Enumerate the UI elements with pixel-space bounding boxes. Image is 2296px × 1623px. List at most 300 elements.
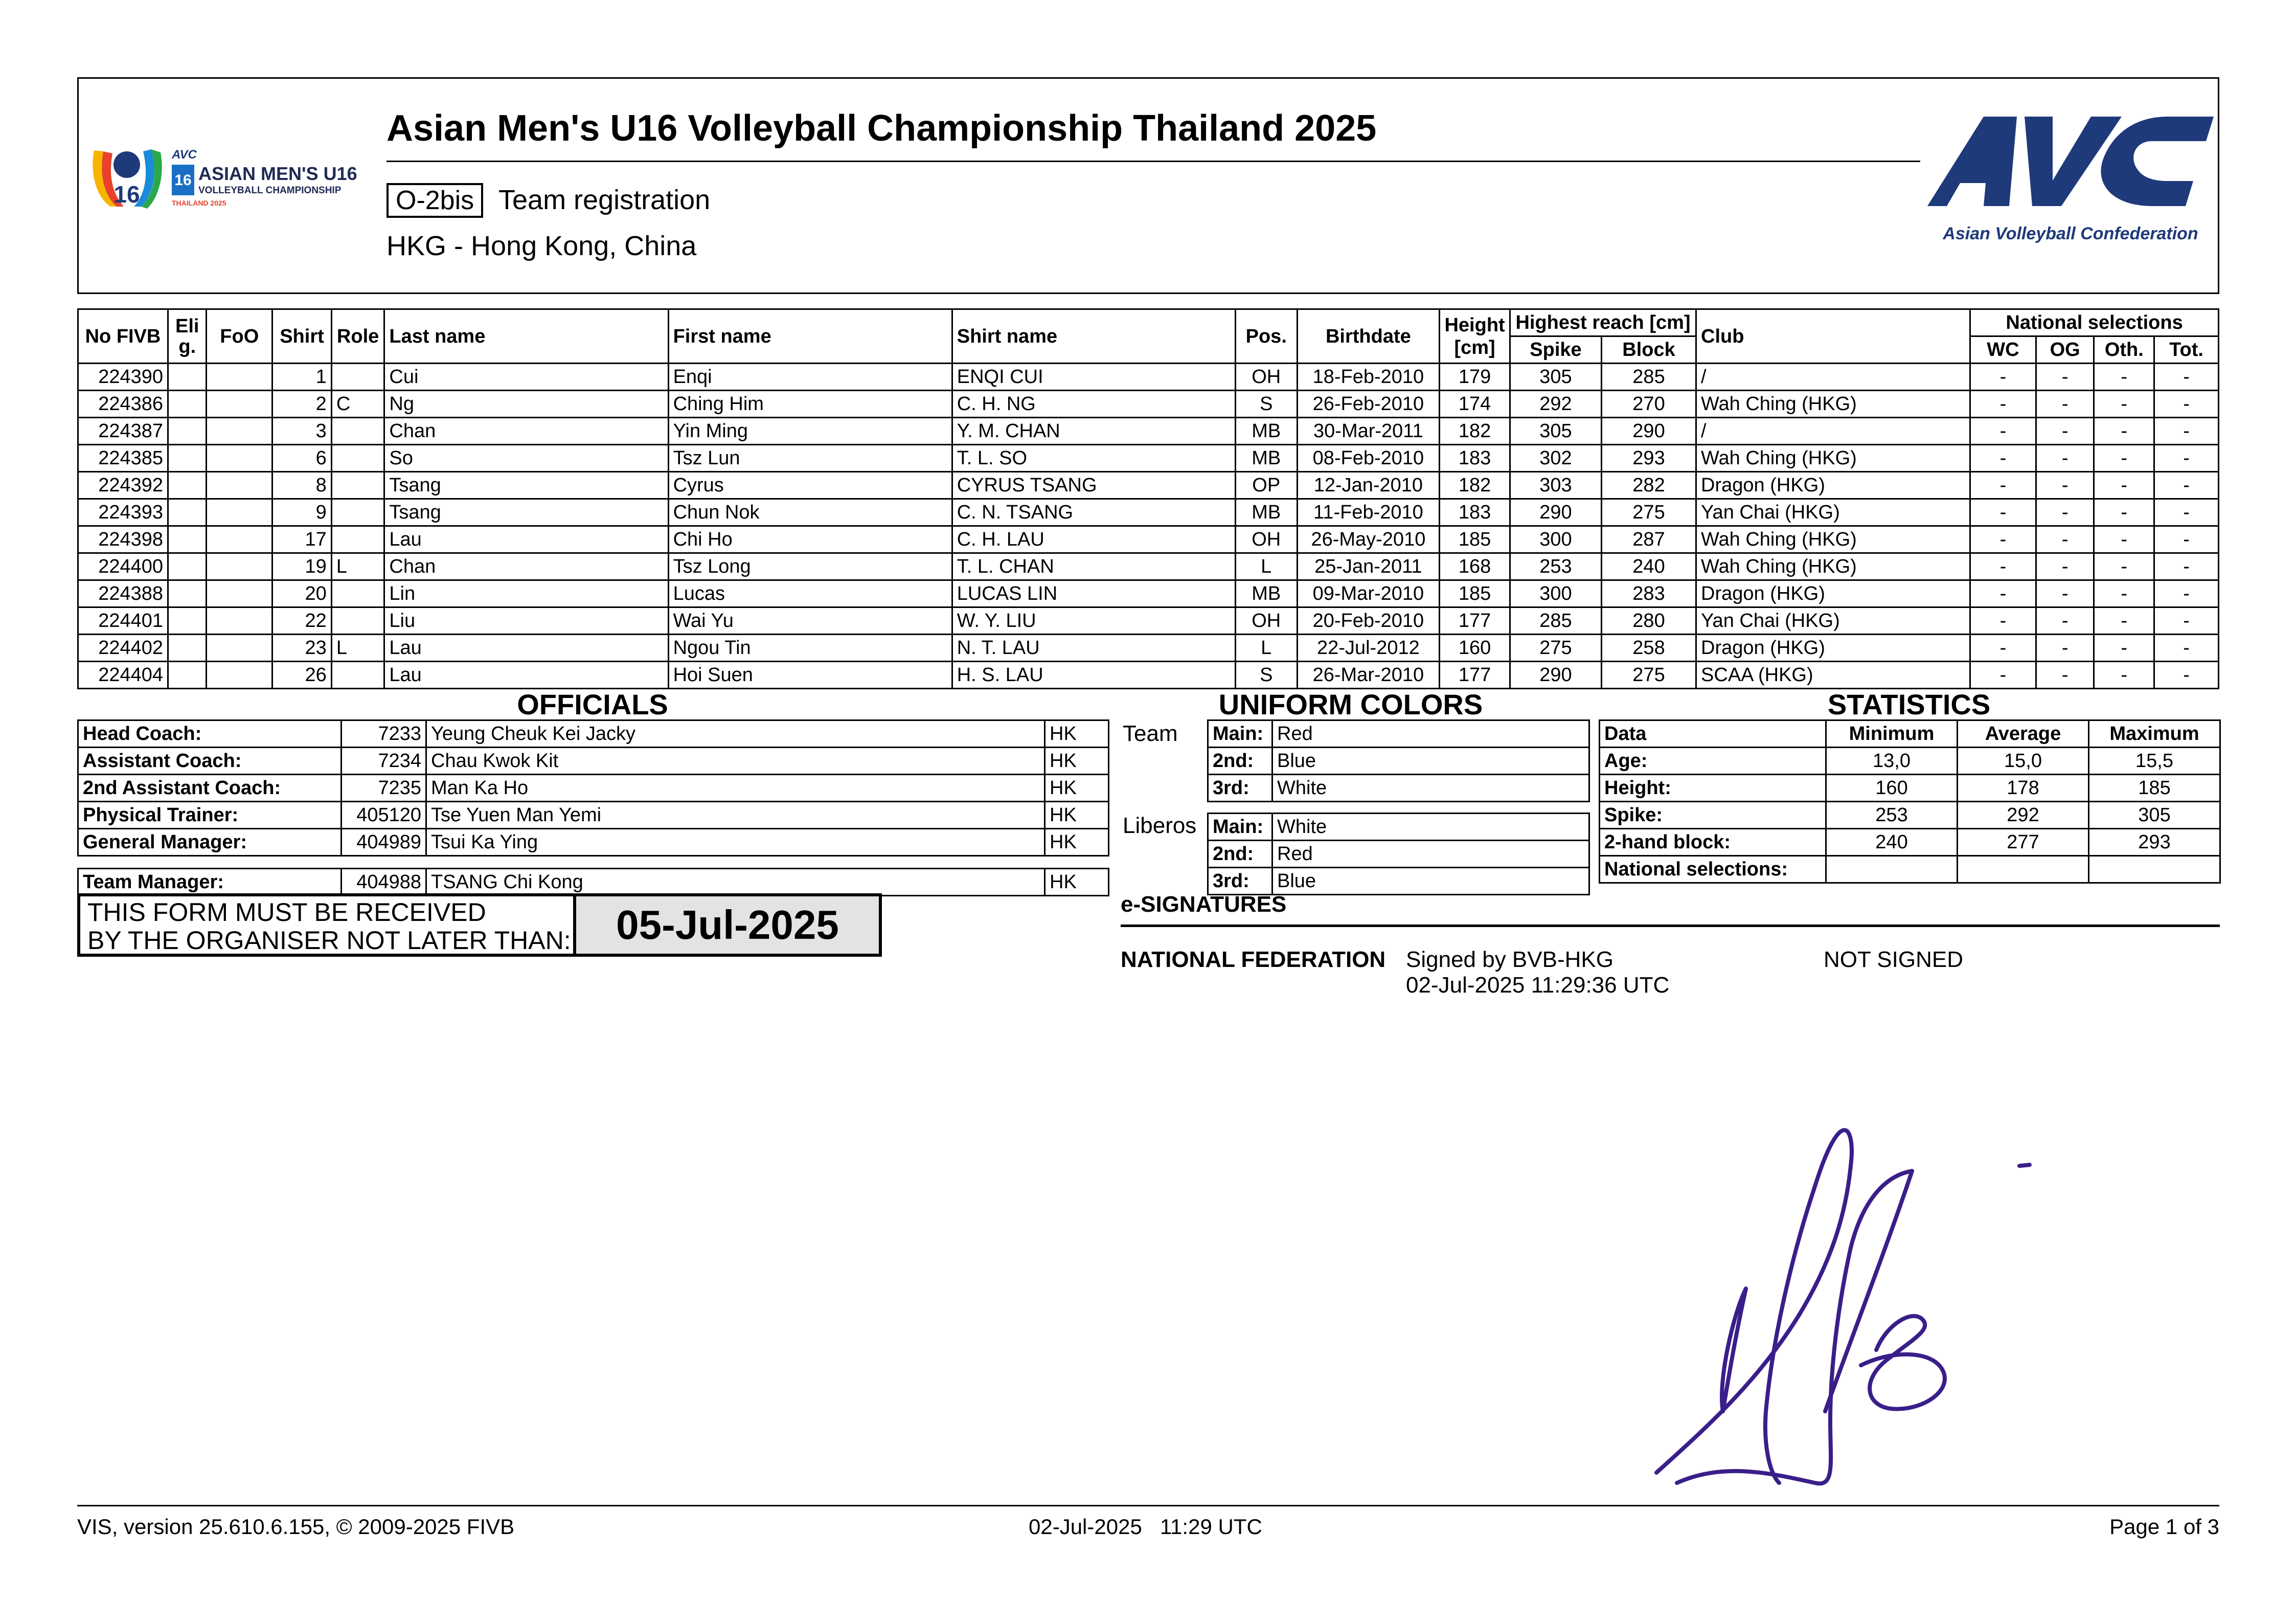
player-wc: - bbox=[1970, 364, 2036, 391]
signature-status: NOT SIGNED bbox=[1824, 947, 1964, 972]
table-row bbox=[1208, 814, 1589, 841]
player-oth: - bbox=[2094, 499, 2154, 526]
stats-col-minimum: Minimum bbox=[1826, 720, 1958, 748]
player-wc: - bbox=[1970, 418, 2036, 445]
player-foo bbox=[207, 472, 272, 499]
svg-text:AVC: AVC bbox=[172, 148, 197, 162]
col-no-fivb: No FIVB bbox=[78, 309, 168, 364]
player-foo bbox=[207, 635, 272, 662]
player-oth: - bbox=[2094, 662, 2154, 689]
table-row bbox=[78, 418, 2219, 445]
stats-label: 2-hand block: bbox=[1600, 829, 1826, 856]
player-no-fivb: 224398 bbox=[78, 526, 168, 553]
uniform-liberos-label: Liberos bbox=[1123, 813, 1197, 838]
player-og: - bbox=[2036, 364, 2094, 391]
document-type: Team registration bbox=[498, 185, 711, 215]
player-og: - bbox=[2036, 499, 2094, 526]
table-row bbox=[78, 391, 2219, 418]
official-name: Yeung Cheuk Kei Jacky bbox=[426, 720, 1045, 748]
page-title: Asian Men's U16 Volleyball Championship Thailand 2025 bbox=[387, 108, 1377, 149]
player-first-name: Wai Yu bbox=[668, 607, 952, 635]
player-position: OH bbox=[1235, 526, 1297, 553]
player-wc: - bbox=[1970, 526, 2036, 553]
avc-logo-icon bbox=[1927, 111, 2214, 250]
player-block: 287 bbox=[1601, 526, 1696, 553]
event-logo bbox=[90, 140, 381, 217]
player-height: 160 bbox=[1440, 635, 1510, 662]
player-position: MB bbox=[1235, 580, 1297, 607]
statistics-title: STATISTICS bbox=[1827, 688, 1991, 720]
player-block: 270 bbox=[1601, 391, 1696, 418]
player-position: OP bbox=[1235, 472, 1297, 499]
player-birthdate: 18-Feb-2010 bbox=[1297, 364, 1440, 391]
official-role: Physical Trainer: bbox=[78, 802, 342, 829]
player-role bbox=[331, 662, 384, 689]
official-id: 7234 bbox=[342, 748, 426, 775]
player-shirt-name: W. Y. LIU bbox=[952, 607, 1235, 635]
col-elig: Eli g. bbox=[168, 309, 207, 364]
player-foo bbox=[207, 445, 272, 472]
player-role bbox=[331, 499, 384, 526]
col-highest-reach: Highest reach [cm] bbox=[1510, 309, 1696, 336]
player-block: 282 bbox=[1601, 472, 1696, 499]
player-last-name: Chan bbox=[384, 553, 668, 580]
player-elig bbox=[168, 418, 207, 445]
player-club: Wah Ching (HKG) bbox=[1696, 445, 1970, 472]
stats-average: 15,0 bbox=[1958, 748, 2089, 775]
officials-table bbox=[77, 719, 1109, 856]
table-row bbox=[78, 748, 1109, 775]
signature-icon bbox=[1646, 1094, 2055, 1503]
player-foo bbox=[207, 526, 272, 553]
player-shirt: 23 bbox=[272, 635, 332, 662]
player-height: 185 bbox=[1440, 580, 1510, 607]
uniform-color: Blue bbox=[1272, 748, 1589, 775]
official-role: 2nd Assistant Coach: bbox=[78, 775, 342, 802]
stats-minimum: 240 bbox=[1826, 829, 1958, 856]
stats-label: Age: bbox=[1600, 748, 1826, 775]
uniform-slot: 2nd: bbox=[1208, 841, 1272, 868]
player-tot: - bbox=[2154, 499, 2219, 526]
signed-by: Signed by BVB-HKG bbox=[1406, 947, 1613, 972]
player-birthdate: 26-May-2010 bbox=[1297, 526, 1440, 553]
player-spike: 275 bbox=[1510, 635, 1601, 662]
col-shirt-name: Shirt name bbox=[952, 309, 1235, 364]
player-height: 182 bbox=[1440, 472, 1510, 499]
player-first-name: Chun Nok bbox=[668, 499, 952, 526]
official-country: HK bbox=[1045, 775, 1109, 802]
stats-average: 277 bbox=[1958, 829, 2089, 856]
player-block: 290 bbox=[1601, 418, 1696, 445]
player-last-name: Lau bbox=[384, 526, 668, 553]
player-block: 275 bbox=[1601, 499, 1696, 526]
player-foo bbox=[207, 418, 272, 445]
col-role: Role bbox=[331, 309, 384, 364]
official-country: HK bbox=[1045, 802, 1109, 829]
player-shirt: 9 bbox=[272, 499, 332, 526]
col-shirt: Shirt bbox=[272, 309, 332, 364]
player-first-name: Enqi bbox=[668, 364, 952, 391]
player-birthdate: 26-Feb-2010 bbox=[1297, 391, 1440, 418]
table-row bbox=[1208, 720, 1589, 748]
player-og: - bbox=[2036, 418, 2094, 445]
stats-label: Spike: bbox=[1600, 802, 1826, 829]
player-birthdate: 30-Mar-2011 bbox=[1297, 418, 1440, 445]
player-elig bbox=[168, 526, 207, 553]
signature-strokes bbox=[1656, 1130, 2030, 1483]
stats-col-data: Data bbox=[1600, 720, 1826, 748]
player-height: 174 bbox=[1440, 391, 1510, 418]
player-birthdate: 11-Feb-2010 bbox=[1297, 499, 1440, 526]
player-tot: - bbox=[2154, 418, 2219, 445]
team-manager-name: TSANG Chi Kong bbox=[426, 869, 1045, 896]
player-shirt-name: H. S. LAU bbox=[952, 662, 1235, 689]
player-position: L bbox=[1235, 635, 1297, 662]
col-foo: FoO bbox=[207, 309, 272, 364]
player-shirt: 19 bbox=[272, 553, 332, 580]
player-first-name: Lucas bbox=[668, 580, 952, 607]
table-row bbox=[78, 802, 1109, 829]
player-oth: - bbox=[2094, 607, 2154, 635]
col-birthdate: Birthdate bbox=[1297, 309, 1440, 364]
col-wc: WC bbox=[1970, 336, 2036, 364]
svg-text:Asian Volleyball Confederation: Asian Volleyball Confederation bbox=[1943, 224, 2198, 243]
stats-average: 292 bbox=[1958, 802, 2089, 829]
player-last-name: Cui bbox=[384, 364, 668, 391]
player-last-name: Lau bbox=[384, 662, 668, 689]
player-shirt: 26 bbox=[272, 662, 332, 689]
official-id: 7235 bbox=[342, 775, 426, 802]
player-oth: - bbox=[2094, 445, 2154, 472]
player-first-name: Yin Ming bbox=[668, 418, 952, 445]
player-og: - bbox=[2036, 635, 2094, 662]
footer-page-number: Page 1 of 3 bbox=[2109, 1515, 2219, 1539]
player-block: 285 bbox=[1601, 364, 1696, 391]
player-tot: - bbox=[2154, 662, 2219, 689]
deadline-label bbox=[80, 896, 573, 954]
official-name: Tse Yuen Man Yemi bbox=[426, 802, 1045, 829]
team-manager-table bbox=[77, 868, 1109, 896]
player-foo bbox=[207, 662, 272, 689]
player-elig bbox=[168, 607, 207, 635]
uniform-slot: 3rd: bbox=[1208, 868, 1272, 895]
player-birthdate: 25-Jan-2011 bbox=[1297, 553, 1440, 580]
player-block: 293 bbox=[1601, 445, 1696, 472]
player-elig bbox=[168, 580, 207, 607]
uniform-slot: Main: bbox=[1208, 720, 1272, 748]
player-og: - bbox=[2036, 391, 2094, 418]
player-elig bbox=[168, 662, 207, 689]
player-position: MB bbox=[1235, 418, 1297, 445]
player-foo bbox=[207, 580, 272, 607]
col-og: OG bbox=[2036, 336, 2094, 364]
player-no-fivb: 224390 bbox=[78, 364, 168, 391]
table-row bbox=[1600, 829, 2220, 856]
team-manager-role: Team Manager: bbox=[78, 869, 342, 896]
player-wc: - bbox=[1970, 635, 2036, 662]
svg-text:16: 16 bbox=[113, 181, 140, 208]
stats-minimum: 160 bbox=[1826, 775, 1958, 802]
player-birthdate: 12-Jan-2010 bbox=[1297, 472, 1440, 499]
table-row bbox=[78, 662, 2219, 689]
col-national-selections: National selections bbox=[1970, 309, 2219, 336]
player-position: MB bbox=[1235, 499, 1297, 526]
player-spike: 305 bbox=[1510, 364, 1601, 391]
player-oth: - bbox=[2094, 391, 2154, 418]
uniform-team-label: Team bbox=[1123, 721, 1178, 746]
col-tot: Tot. bbox=[2154, 336, 2219, 364]
player-spike: 302 bbox=[1510, 445, 1601, 472]
table-row bbox=[78, 553, 2219, 580]
player-last-name: Tsang bbox=[384, 472, 668, 499]
player-no-fivb: 224400 bbox=[78, 553, 168, 580]
table-row bbox=[78, 635, 2219, 662]
player-birthdate: 09-Mar-2010 bbox=[1297, 580, 1440, 607]
player-elig bbox=[168, 499, 207, 526]
stats-minimum bbox=[1826, 856, 1958, 883]
svg-text:ASIAN MEN'S U16: ASIAN MEN'S U16 bbox=[198, 163, 357, 184]
table-row bbox=[78, 364, 2219, 391]
team-manager-country: HK bbox=[1045, 869, 1109, 896]
deadline-box bbox=[77, 893, 882, 957]
player-foo bbox=[207, 499, 272, 526]
player-first-name: Tsz Long bbox=[668, 553, 952, 580]
player-role bbox=[331, 526, 384, 553]
player-og: - bbox=[2036, 445, 2094, 472]
player-oth: - bbox=[2094, 635, 2154, 662]
uniform-liberos-table bbox=[1207, 813, 1590, 895]
e-signatures-divider bbox=[1121, 925, 2220, 927]
footer-version: VIS, version 25.610.6.155, © 2009-2025 FIVB bbox=[77, 1515, 515, 1539]
player-foo bbox=[207, 364, 272, 391]
player-wc: - bbox=[1970, 391, 2036, 418]
player-role bbox=[331, 580, 384, 607]
event-logo-badge-icon bbox=[90, 140, 381, 217]
player-wc: - bbox=[1970, 607, 2036, 635]
footer-divider bbox=[77, 1505, 2219, 1506]
player-height: 177 bbox=[1440, 662, 1510, 689]
player-club: Wah Ching (HKG) bbox=[1696, 526, 1970, 553]
national-federation-label: NATIONAL FEDERATION bbox=[1121, 947, 1386, 972]
player-tot: - bbox=[2154, 526, 2219, 553]
player-oth: - bbox=[2094, 418, 2154, 445]
stats-maximum: 15,5 bbox=[2089, 748, 2220, 775]
player-og: - bbox=[2036, 662, 2094, 689]
col-first-name: First name bbox=[668, 309, 952, 364]
player-shirt-name: CYRUS TSANG bbox=[952, 472, 1235, 499]
stats-average: 178 bbox=[1958, 775, 2089, 802]
player-block: 275 bbox=[1601, 662, 1696, 689]
player-height: 185 bbox=[1440, 526, 1510, 553]
player-oth: - bbox=[2094, 472, 2154, 499]
player-spike: 303 bbox=[1510, 472, 1601, 499]
player-club: Wah Ching (HKG) bbox=[1696, 391, 1970, 418]
player-no-fivb: 224401 bbox=[78, 607, 168, 635]
player-role bbox=[331, 472, 384, 499]
player-first-name: Ngou Tin bbox=[668, 635, 952, 662]
player-tot: - bbox=[2154, 364, 2219, 391]
e-signatures-title: e-SIGNATURES bbox=[1121, 892, 1287, 917]
player-spike: 300 bbox=[1510, 526, 1601, 553]
player-spike: 300 bbox=[1510, 580, 1601, 607]
player-shirt-name: C. H. LAU bbox=[952, 526, 1235, 553]
uniform-team-table bbox=[1207, 719, 1590, 802]
player-og: - bbox=[2036, 553, 2094, 580]
title-divider bbox=[387, 161, 1920, 162]
table-row bbox=[1208, 775, 1589, 802]
player-og: - bbox=[2036, 526, 2094, 553]
deadline-label-line1: THIS FORM MUST BE RECEIVED bbox=[87, 898, 486, 927]
player-wc: - bbox=[1970, 472, 2036, 499]
player-club: Wah Ching (HKG) bbox=[1696, 553, 1970, 580]
player-position: OH bbox=[1235, 364, 1297, 391]
player-shirt: 17 bbox=[272, 526, 332, 553]
player-last-name: Chan bbox=[384, 418, 668, 445]
player-club: SCAA (HKG) bbox=[1696, 662, 1970, 689]
stats-minimum: 253 bbox=[1826, 802, 1958, 829]
player-height: 177 bbox=[1440, 607, 1510, 635]
player-position: S bbox=[1235, 391, 1297, 418]
table-row bbox=[1600, 748, 2220, 775]
player-last-name: Lau bbox=[384, 635, 668, 662]
player-block: 258 bbox=[1601, 635, 1696, 662]
stats-maximum: 293 bbox=[2089, 829, 2220, 856]
col-oth: Oth. bbox=[2094, 336, 2154, 364]
player-foo bbox=[207, 391, 272, 418]
player-no-fivb: 224404 bbox=[78, 662, 168, 689]
player-og: - bbox=[2036, 472, 2094, 499]
official-country: HK bbox=[1045, 720, 1109, 748]
col-spike: Spike bbox=[1510, 336, 1601, 364]
stats-label: Height: bbox=[1600, 775, 1826, 802]
player-height: 183 bbox=[1440, 445, 1510, 472]
player-tot: - bbox=[2154, 472, 2219, 499]
stats-col-average: Average bbox=[1958, 720, 2089, 748]
handwritten-signature bbox=[1646, 1094, 2055, 1503]
player-last-name: So bbox=[384, 445, 668, 472]
player-role bbox=[331, 445, 384, 472]
player-spike: 253 bbox=[1510, 553, 1601, 580]
player-role bbox=[331, 364, 384, 391]
player-wc: - bbox=[1970, 662, 2036, 689]
table-row bbox=[78, 445, 2219, 472]
player-spike: 292 bbox=[1510, 391, 1601, 418]
player-spike: 290 bbox=[1510, 662, 1601, 689]
player-first-name: Chi Ho bbox=[668, 526, 952, 553]
player-club: / bbox=[1696, 364, 1970, 391]
player-wc: - bbox=[1970, 445, 2036, 472]
uniform-color: White bbox=[1272, 814, 1589, 841]
player-position: MB bbox=[1235, 445, 1297, 472]
player-shirt: 1 bbox=[272, 364, 332, 391]
uniform-slot: 3rd: bbox=[1208, 775, 1272, 802]
official-role: Head Coach: bbox=[78, 720, 342, 748]
player-block: 283 bbox=[1601, 580, 1696, 607]
national-federation-signed bbox=[1406, 947, 1669, 998]
player-shirt-name: T. L. SO bbox=[952, 445, 1235, 472]
table-row bbox=[78, 472, 2219, 499]
player-no-fivb: 224392 bbox=[78, 472, 168, 499]
player-shirt-name: Y. M. CHAN bbox=[952, 418, 1235, 445]
player-tot: - bbox=[2154, 635, 2219, 662]
player-last-name: Ng bbox=[384, 391, 668, 418]
uniform-slot: 2nd: bbox=[1208, 748, 1272, 775]
col-block: Block bbox=[1601, 336, 1696, 364]
player-block: 280 bbox=[1601, 607, 1696, 635]
table-row bbox=[78, 580, 2219, 607]
table-row bbox=[1600, 802, 2220, 829]
player-oth: - bbox=[2094, 526, 2154, 553]
stats-maximum: 305 bbox=[2089, 802, 2220, 829]
player-position: OH bbox=[1235, 607, 1297, 635]
player-shirt-name: C. H. NG bbox=[952, 391, 1235, 418]
uniform-color: Red bbox=[1272, 720, 1589, 748]
player-role: C bbox=[331, 391, 384, 418]
player-club: Dragon (HKG) bbox=[1696, 472, 1970, 499]
player-last-name: Liu bbox=[384, 607, 668, 635]
footer-timestamp: 02-Jul-2025 11:29 UTC bbox=[1029, 1515, 1262, 1539]
uniform-slot: Main: bbox=[1208, 814, 1272, 841]
player-elig bbox=[168, 445, 207, 472]
team-name: HKG - Hong Kong, China bbox=[387, 231, 697, 261]
uniform-color: Red bbox=[1272, 841, 1589, 868]
table-row bbox=[1208, 841, 1589, 868]
deadline-date: 05-Jul-2025 bbox=[573, 896, 879, 954]
official-id: 7233 bbox=[342, 720, 426, 748]
col-last-name: Last name bbox=[384, 309, 668, 364]
player-height: 168 bbox=[1440, 553, 1510, 580]
col-height: Height [cm] bbox=[1440, 309, 1510, 364]
player-shirt: 8 bbox=[272, 472, 332, 499]
player-oth: - bbox=[2094, 580, 2154, 607]
player-birthdate: 08-Feb-2010 bbox=[1297, 445, 1440, 472]
uniform-color: Blue bbox=[1272, 868, 1589, 895]
player-first-name: Cyrus bbox=[668, 472, 952, 499]
official-name: Tsui Ka Ying bbox=[426, 829, 1045, 856]
statistics-table bbox=[1599, 719, 2221, 884]
stats-label: National selections: bbox=[1600, 856, 1826, 883]
player-club: Yan Chai (HKG) bbox=[1696, 499, 1970, 526]
player-og: - bbox=[2036, 607, 2094, 635]
player-birthdate: 26-Mar-2010 bbox=[1297, 662, 1440, 689]
table-row bbox=[78, 499, 2219, 526]
player-foo bbox=[207, 553, 272, 580]
stats-maximum: 185 bbox=[2089, 775, 2220, 802]
player-oth: - bbox=[2094, 553, 2154, 580]
table-row bbox=[78, 869, 1109, 896]
player-shirt-name: ENQI CUI bbox=[952, 364, 1235, 391]
svg-text:VOLLEYBALL CHAMPIONSHIP: VOLLEYBALL CHAMPIONSHIP bbox=[198, 185, 342, 196]
table-row bbox=[78, 607, 2219, 635]
table-row bbox=[1600, 856, 2220, 883]
player-tot: - bbox=[2154, 553, 2219, 580]
table-row bbox=[78, 720, 1109, 748]
player-no-fivb: 224402 bbox=[78, 635, 168, 662]
player-elig bbox=[168, 391, 207, 418]
player-elig bbox=[168, 635, 207, 662]
official-role: Assistant Coach: bbox=[78, 748, 342, 775]
player-no-fivb: 224393 bbox=[78, 499, 168, 526]
svg-text:16: 16 bbox=[174, 172, 192, 189]
table-row bbox=[78, 775, 1109, 802]
col-pos: Pos. bbox=[1235, 309, 1297, 364]
table-row bbox=[78, 829, 1109, 856]
player-role: L bbox=[331, 635, 384, 662]
player-position: L bbox=[1235, 553, 1297, 580]
official-name: Chau Kwok Kit bbox=[426, 748, 1045, 775]
player-shirt-name: N. T. LAU bbox=[952, 635, 1235, 662]
player-first-name: Ching Him bbox=[668, 391, 952, 418]
